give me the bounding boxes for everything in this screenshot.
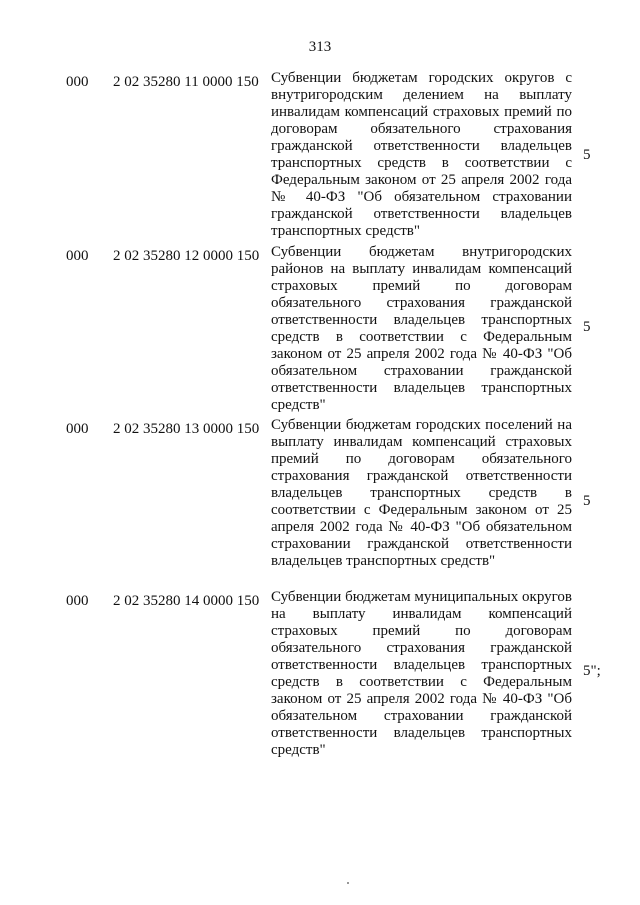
scan-speck xyxy=(347,882,349,884)
row-description: Субвенции бюджетам внутригородских районов на выплату инвалидам компенсаций страховых премий по договорам обязательного страхования гражданской ответственности владельцев транспортных средств в соответствии с Федеральным законом от 25 апреля 2002 года № 40-ФЗ "Об обязательном страховании гражданской ответственности владельцев транспортных средств" xyxy=(271,244,572,413)
row-amount: 5 xyxy=(583,147,591,163)
budget-classification-code: 2 02 35280 13 0000 150 xyxy=(113,421,260,437)
admin-code: 000 xyxy=(66,593,89,609)
budget-classification-code: 2 02 35280 14 0000 150 xyxy=(113,593,260,609)
budget-classification-code: 2 02 35280 12 0000 150 xyxy=(113,248,260,264)
row-amount: 5 xyxy=(583,319,591,335)
row-description: Субвенции бюджетам муниципальных округов на выплату инвалидам компенсаций страховых премий по договорам обязательного страхования гражданской ответственности владельцев транспортных средств в соответствии с Федеральным законом от 25 апреля 2002 года № 40-ФЗ "Об обязательном страховании гражданской ответственности владельцев транспортных средств" xyxy=(271,589,572,758)
admin-code: 000 xyxy=(66,421,89,437)
page-number: 313 xyxy=(308,39,332,55)
admin-code: 000 xyxy=(66,74,89,90)
admin-code: 000 xyxy=(66,248,89,264)
row-description: Субвенции бюджетам городских округов с внутригородским делением на выплату инвалидам компенсаций страховых премий по договорам обязательного страхования гражданской ответственности владельцев транспортных средств в соответствии с Федеральным законом от 25 апреля 2002 года № 40-ФЗ "Об обязательном страховании гражданской ответственности владельцев транспортных средств" xyxy=(271,70,572,239)
row-amount: 5 xyxy=(583,493,591,509)
row-description: Субвенции бюджетам городских поселений на выплату инвалидам компенсаций страховых премий по договорам обязательного страхования гражданской ответственности владельцев транспортных средств в соответствии с Федеральным законом от 25 апреля 2002 года № 40-ФЗ "Об обязательном страховании гражданской ответственности владельцев транспортных средств" xyxy=(271,417,572,569)
row-amount: 5"; xyxy=(583,663,601,679)
budget-classification-code: 2 02 35280 11 0000 150 xyxy=(113,74,259,90)
